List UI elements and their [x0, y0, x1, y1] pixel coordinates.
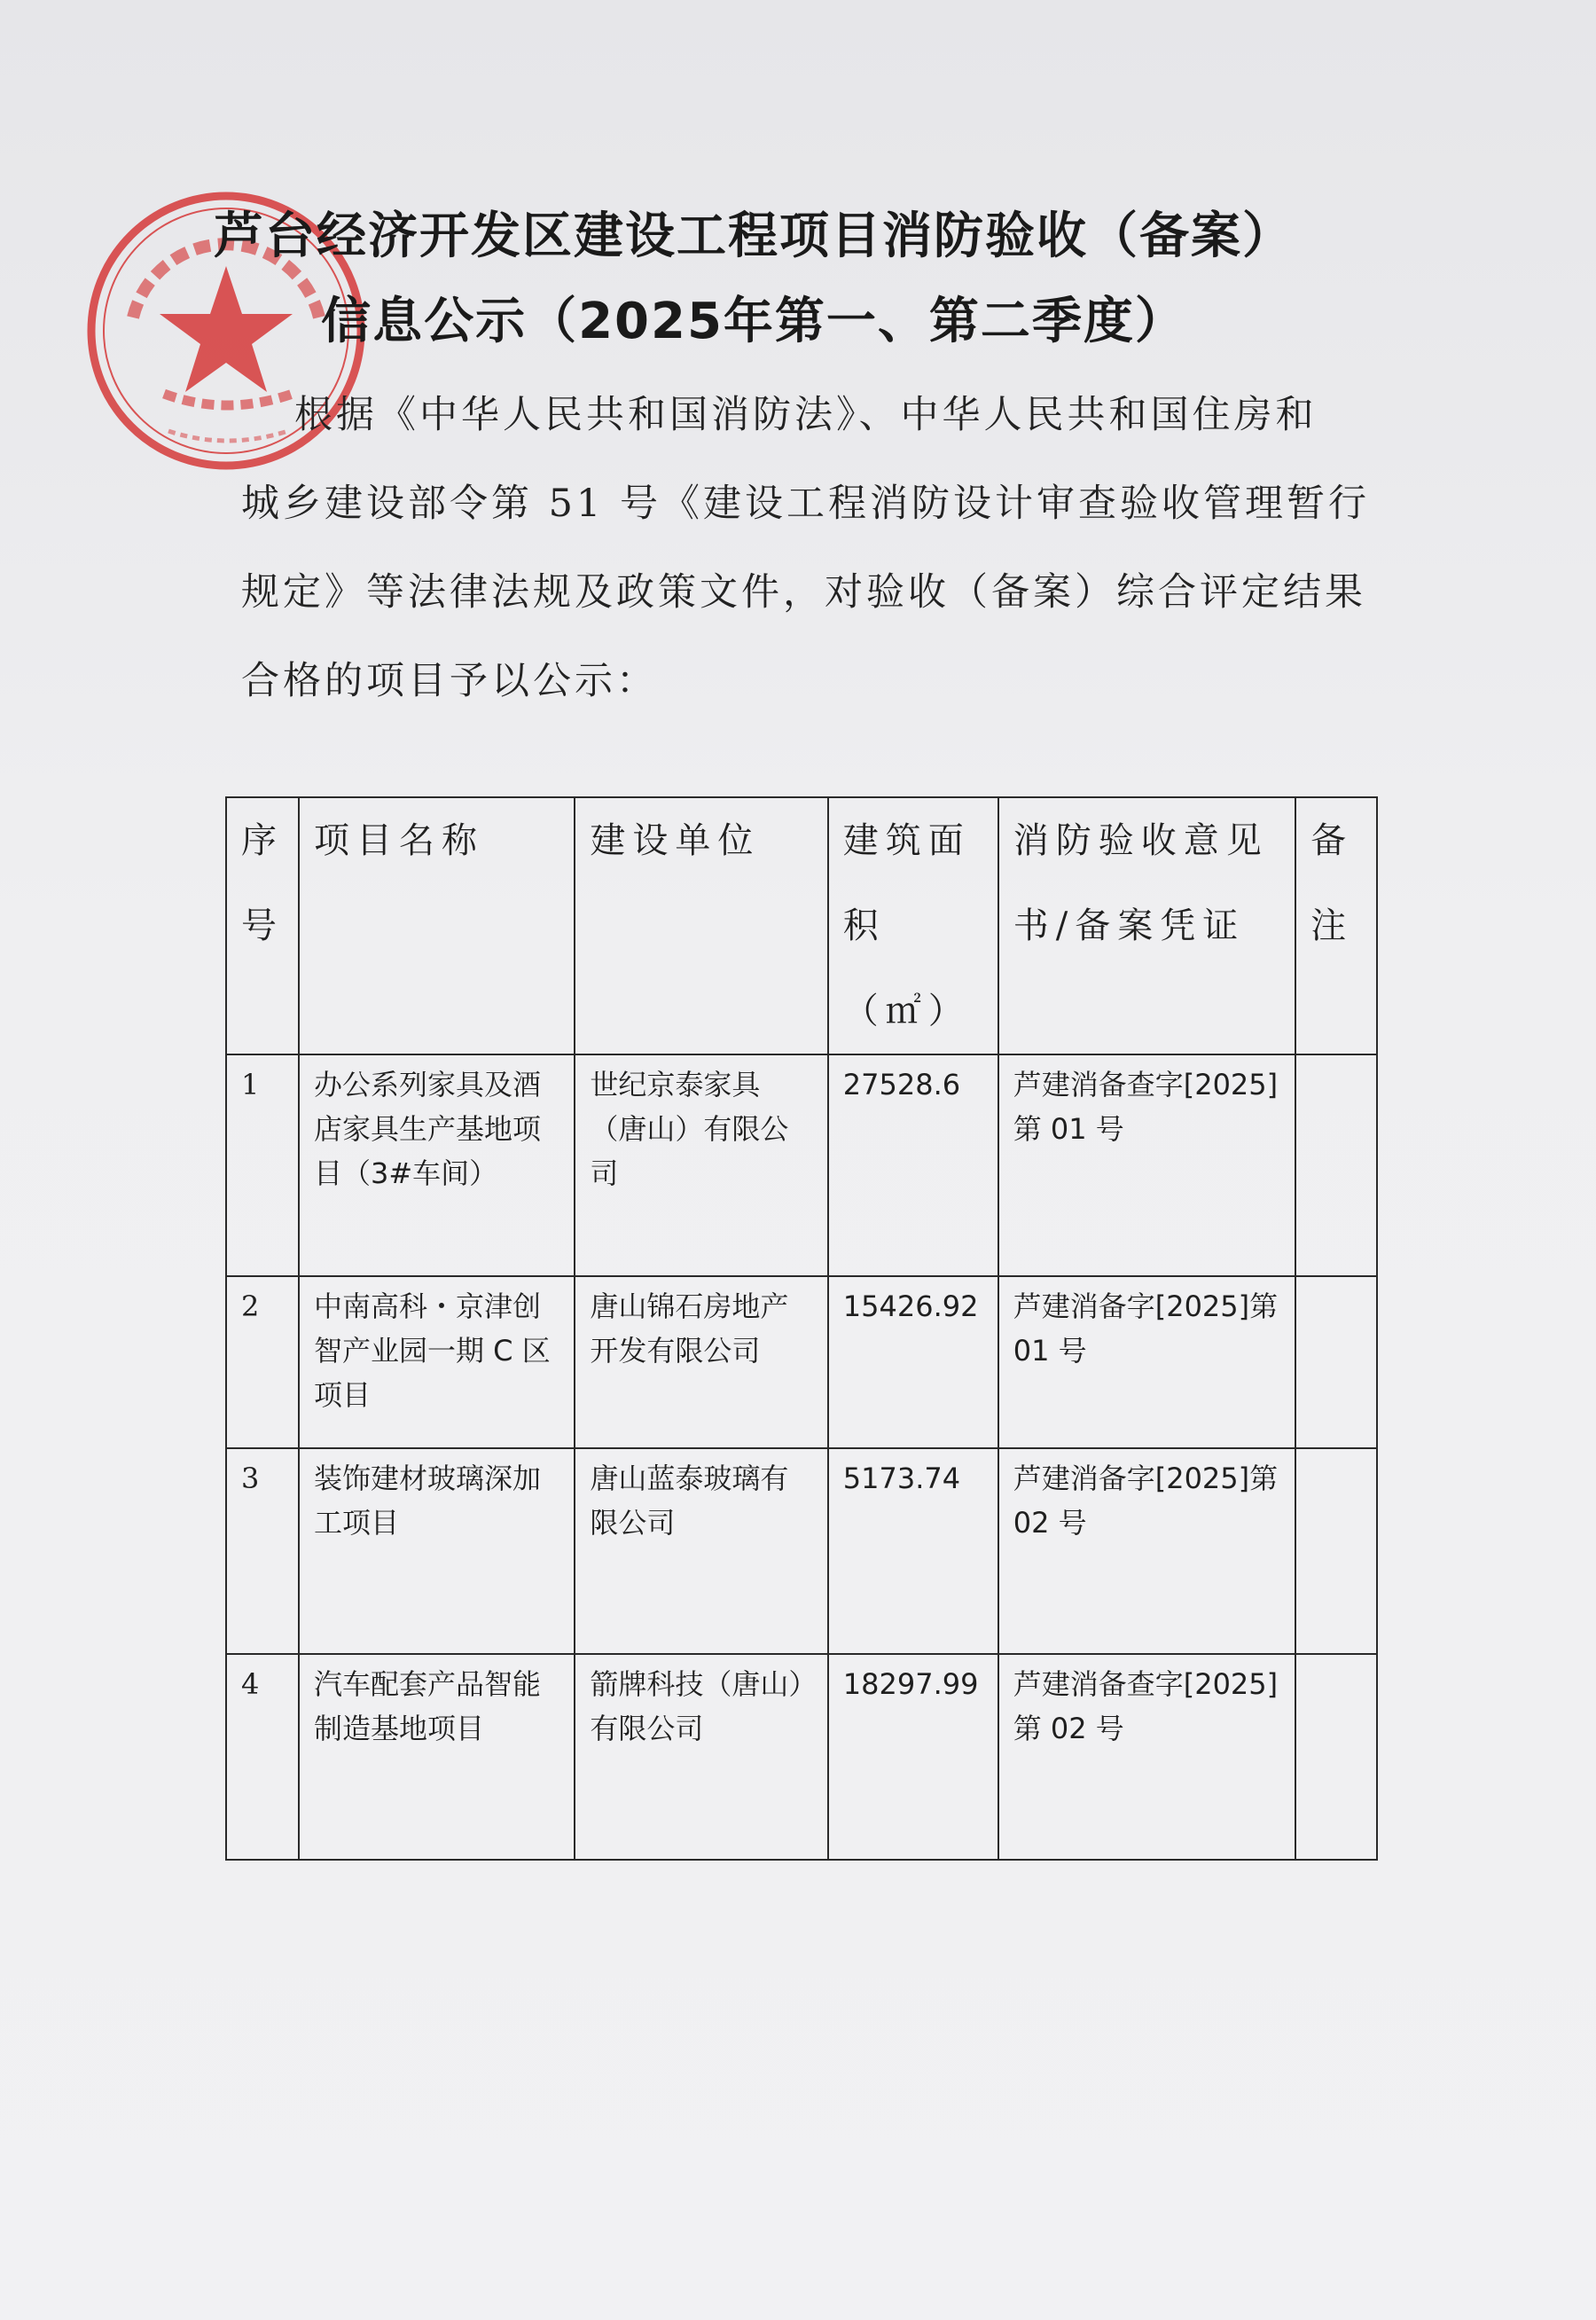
- cell-note: [1295, 1654, 1377, 1860]
- cell-note: [1295, 1276, 1377, 1448]
- table-row: [226, 1654, 1377, 1860]
- intro-paragraph: [241, 371, 1371, 725]
- cell-area: 15426.92: [828, 1276, 998, 1448]
- cell-note: [1295, 1054, 1377, 1276]
- cell-area: 5173.74: [828, 1448, 998, 1654]
- cell-seq: 3: [226, 1448, 299, 1654]
- table-row: [226, 1448, 1377, 1654]
- cell-project-name: 中南高科・京津创智产业园一期 C 区项目: [299, 1276, 575, 1448]
- cell-project-name: 办公系列家具及酒店家具生产基地项目（3#车间）: [299, 1054, 575, 1276]
- cell-note: [1295, 1448, 1377, 1654]
- cell-builder: 世纪京泰家具（唐山）有限公司: [575, 1054, 827, 1276]
- header-certificate: 消防验收意见书/备案凭证: [998, 797, 1295, 1054]
- page-title-line-2: 信息公示（2025年第一、第二季度）: [321, 293, 1186, 350]
- acceptance-records-table: [225, 796, 1378, 1861]
- cell-seq: 2: [226, 1276, 299, 1448]
- cell-certificate: 芦建消备查字[2025]第 02 号: [998, 1654, 1295, 1860]
- cell-seq: 1: [226, 1054, 299, 1276]
- cell-certificate: 芦建消备查字[2025]第 01 号: [998, 1054, 1295, 1276]
- table-header-row: [226, 797, 1377, 1054]
- cell-area: 27528.6: [828, 1054, 998, 1276]
- cell-area: 18297.99: [828, 1654, 998, 1860]
- cell-seq: 4: [226, 1654, 299, 1860]
- page-title-line-1: 芦台经济开发区建设工程项目消防验收（备案）: [214, 208, 1294, 265]
- header-builder: 建设单位: [575, 797, 827, 1054]
- paragraph-line: 根据《中华人民共和国消防法》、中华人民共和国住房和: [294, 393, 1318, 437]
- table-row: [226, 1276, 1377, 1448]
- paragraph-line: 规定》等法律法规及政策文件，对验收（备案）综合评定结果: [241, 570, 1366, 615]
- cell-certificate: 芦建消备字[2025]第 02 号: [998, 1448, 1295, 1654]
- cell-builder: 唐山蓝泰玻璃有限公司: [575, 1448, 827, 1654]
- table-row: [226, 1054, 1377, 1276]
- cell-builder: 唐山锦石房地产开发有限公司: [575, 1276, 827, 1448]
- header-project-name: 项目名称: [299, 797, 575, 1054]
- header-note: 备注: [1295, 797, 1377, 1054]
- cell-builder: 箭牌科技（唐山）有限公司: [575, 1654, 827, 1860]
- header-area: 建筑面积（㎡）: [828, 797, 998, 1054]
- cell-certificate: 芦建消备字[2025]第 01 号: [998, 1276, 1295, 1448]
- cell-project-name: 装饰建材玻璃深加工项目: [299, 1448, 575, 1654]
- header-seq: 序号: [226, 797, 299, 1054]
- paragraph-line: 合格的项目予以公示：: [241, 659, 658, 703]
- cell-project-name: 汽车配套产品智能制造基地项目: [299, 1654, 575, 1860]
- paragraph-line: 城乡建设部令第 51 号《建设工程消防设计审查验收管理暂行: [241, 482, 1371, 526]
